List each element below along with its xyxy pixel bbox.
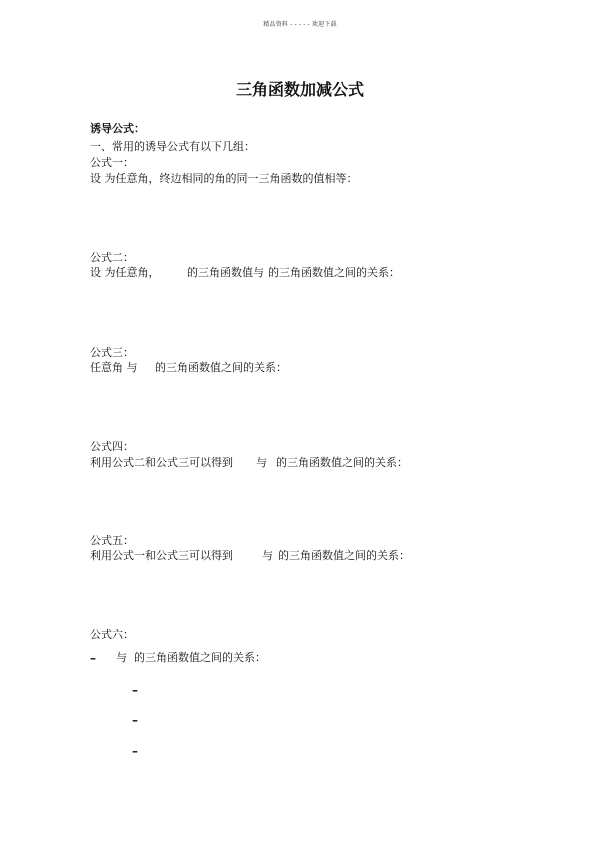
formula3-label: 公式三： bbox=[90, 346, 134, 359]
formula5-text-c: 的三角函数值之间的关系： bbox=[278, 549, 410, 562]
formula5-text-b: 与 bbox=[262, 549, 273, 562]
formula6-text-a: 与 bbox=[116, 651, 127, 664]
formula3-text-a: 任意角 与 bbox=[90, 361, 138, 374]
formula6-dash-2: – bbox=[132, 713, 138, 727]
formula4-text bbox=[90, 456, 510, 470]
formula1-text: 设 为任意角，终边相同的角的同一三角函数的值相等： bbox=[90, 172, 358, 185]
formula2-label: 公式二： bbox=[90, 251, 134, 264]
formula2-text-b: 的三角函数值与 bbox=[187, 266, 264, 279]
section-heading: 诱导公式： bbox=[90, 122, 145, 135]
formula4-text-b: 与 bbox=[256, 456, 267, 469]
formula5-label: 公式五： bbox=[90, 534, 134, 547]
formula6-label: 公式六： bbox=[90, 628, 134, 641]
formula6-text bbox=[90, 651, 390, 665]
formula2-text bbox=[90, 266, 510, 280]
formula4-text-c: 的三角函数值之间的关系： bbox=[276, 456, 408, 469]
intro-line: 一、常用的诱导公式有以下几组： bbox=[90, 140, 255, 153]
page-header-note: 精品资料 - - - - - 欢迎下载 bbox=[263, 21, 337, 28]
document-title: 三角函数加减公式 bbox=[235, 80, 364, 99]
formula6-dash-1: – bbox=[132, 683, 138, 697]
formula6-text-b: 的三角函数值之间的关系： bbox=[134, 651, 266, 664]
formula1-label: 公式一： bbox=[90, 156, 134, 169]
formula6-dash: – bbox=[90, 651, 96, 665]
formula6-dash-3: – bbox=[132, 744, 138, 758]
formula2-text-c: 的三角函数值之间的关系： bbox=[268, 266, 400, 279]
formula3-text bbox=[90, 361, 390, 375]
formula5-text bbox=[90, 549, 510, 563]
formula2-text-a: 设 为任意角， bbox=[90, 266, 160, 279]
formula5-text-a: 利用公式一和公式三可以得到 bbox=[90, 549, 233, 562]
formula4-text-a: 利用公式二和公式三可以得到 bbox=[90, 456, 233, 469]
formula3-text-b: 的三角函数值之间的关系： bbox=[155, 361, 287, 374]
formula4-label: 公式四： bbox=[90, 440, 134, 453]
